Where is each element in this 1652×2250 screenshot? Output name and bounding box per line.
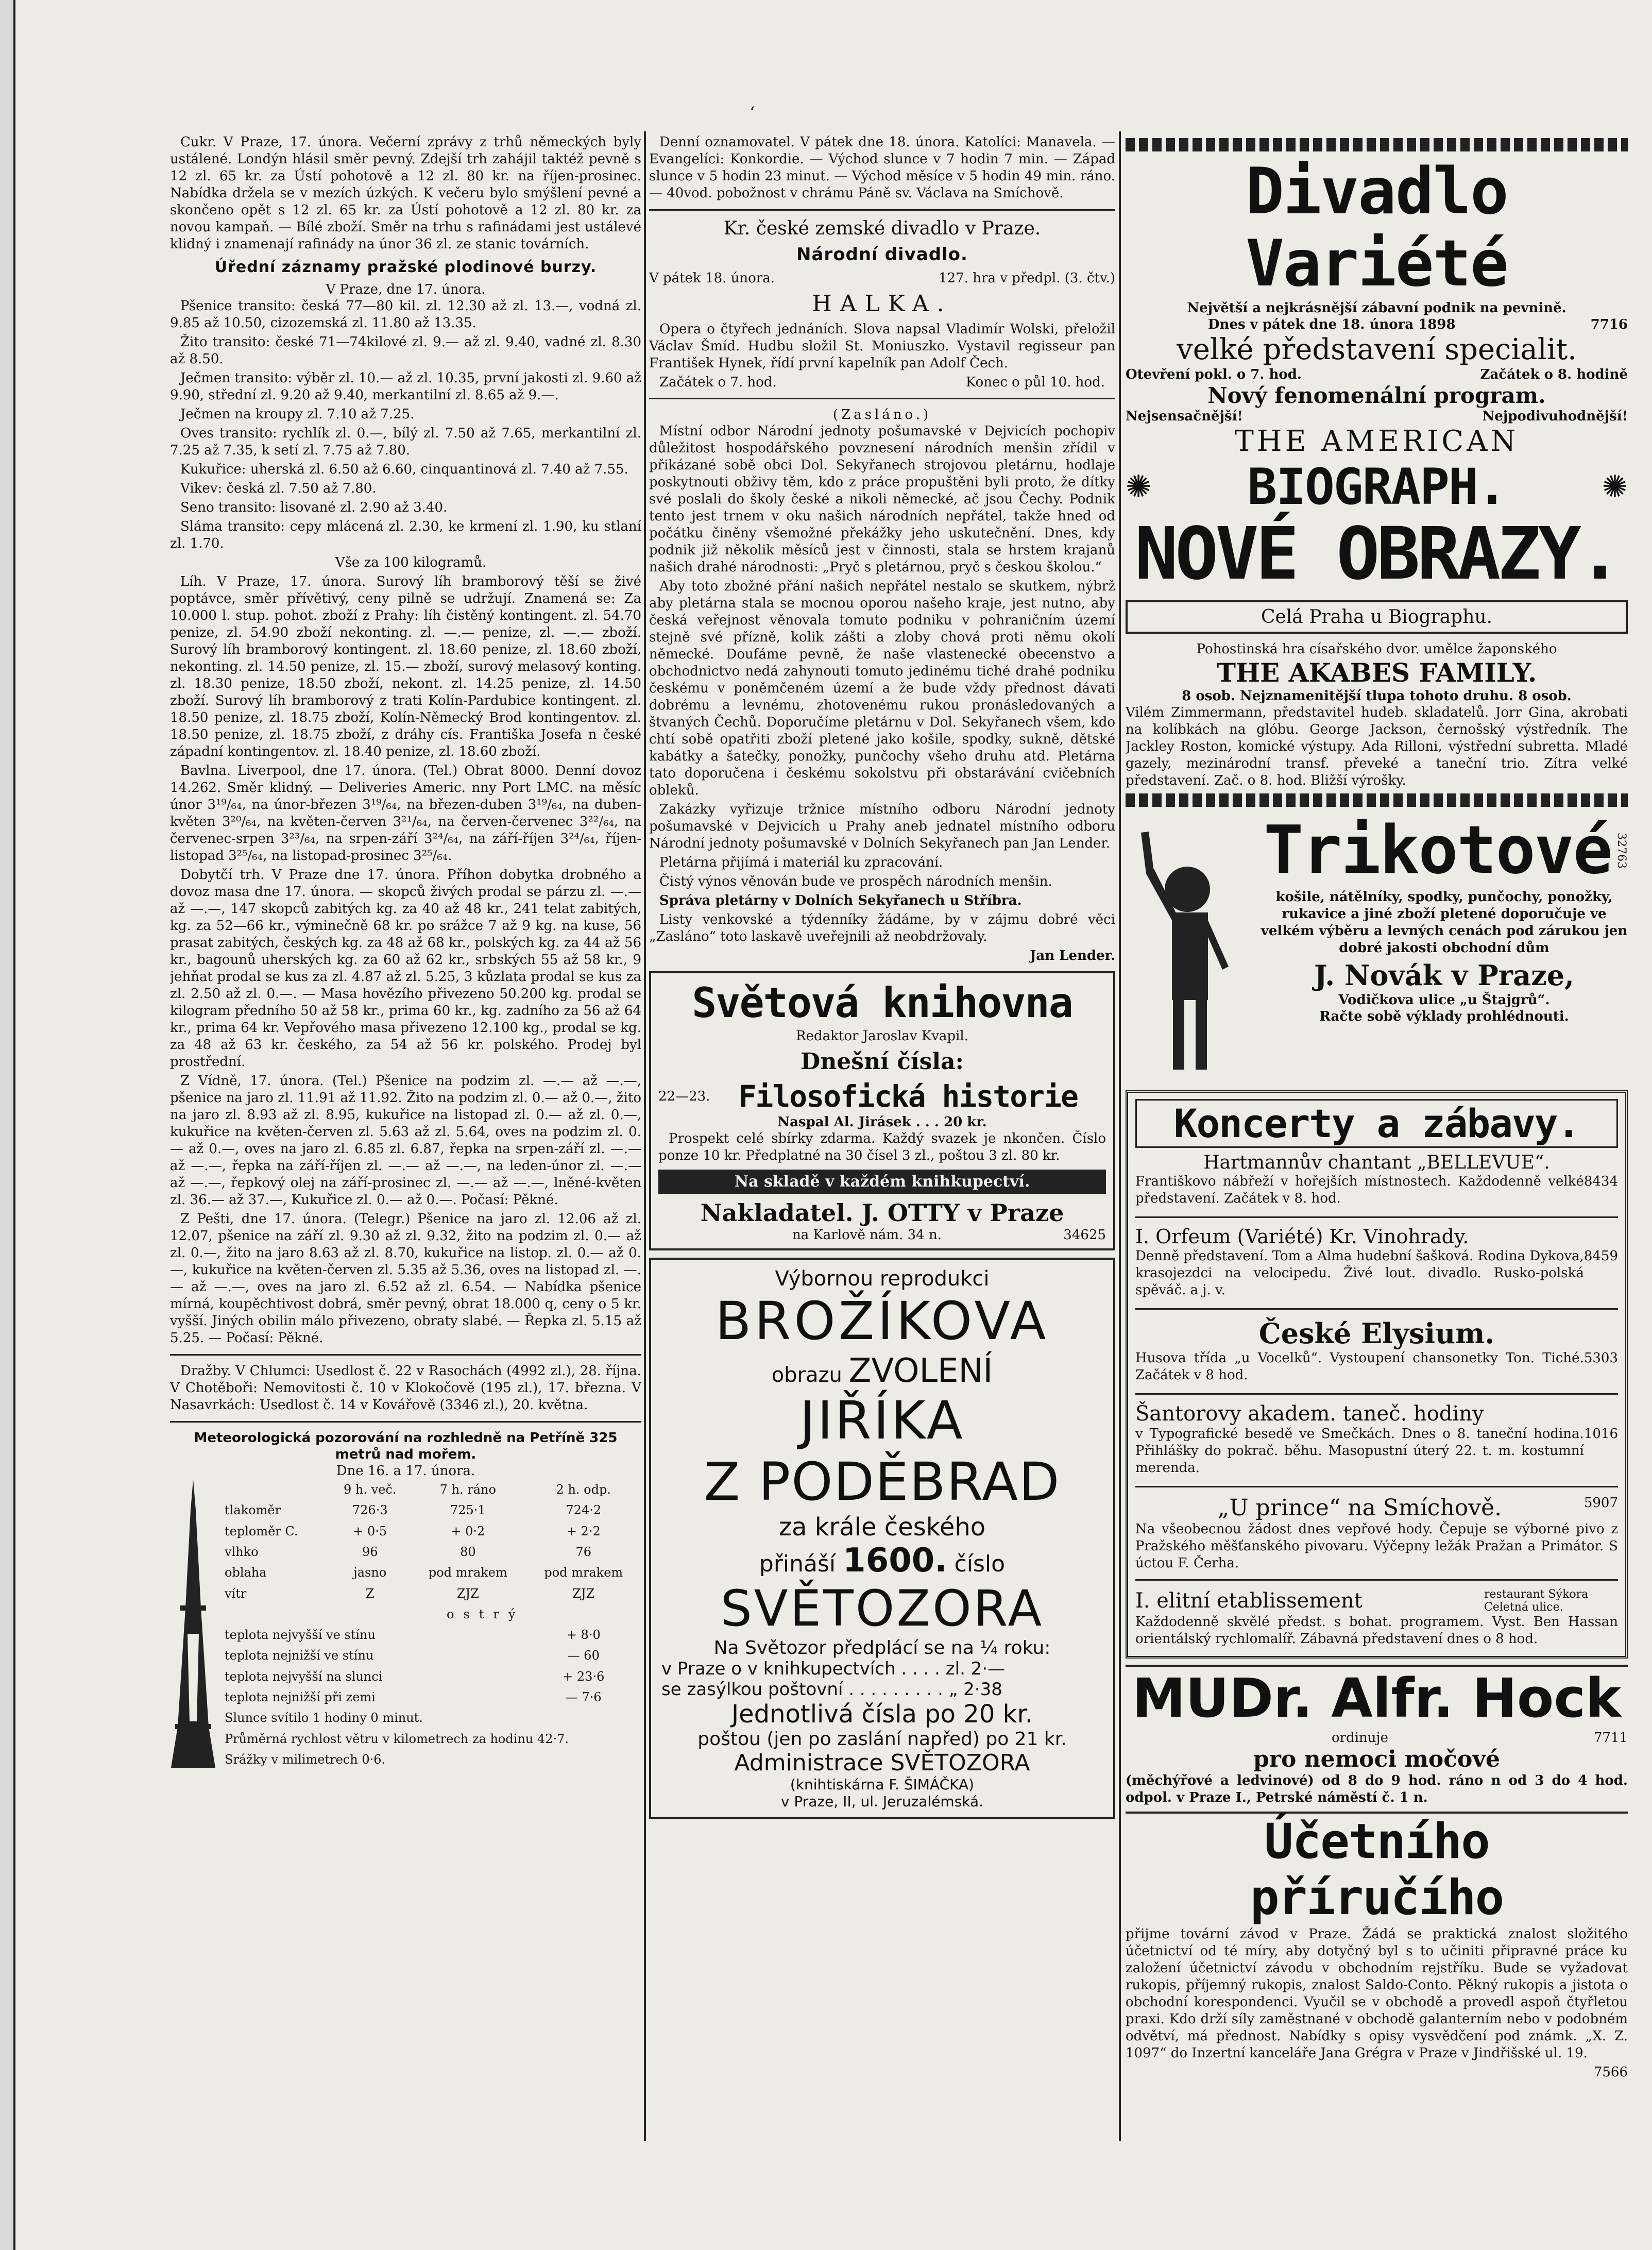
koncerty-prince-text: Na všeobecnou žádost dnes vepřové hody. Čepuje se výborné pivo z Pražského měšťanského pivovaru. Výčepny ležák Pražan a Primátor. S úctou F. Čerha. bbox=[1135, 1521, 1618, 1571]
zaznamy-item: Žito transito: české 71—74kilové zl. 9.— až zl. 9.40, vadné zl. 8.30 až 8.50. bbox=[170, 334, 641, 367]
zaslano-title: (Zasláno.) bbox=[832, 407, 932, 422]
koncerty-orfeum-no: 8459 bbox=[1583, 1248, 1618, 1264]
zaslano-paragraph: Správa pletárny v Dolních Sekyřanech u Stříbra. bbox=[659, 893, 1022, 908]
knihovna-address: na Karlově nám. 34 n. bbox=[792, 1227, 942, 1243]
svetozor-line: (knihtiskárna F. ŠIMÁČKA) bbox=[790, 1776, 975, 1793]
knihovna-dnesni: Dnešní čísla: bbox=[801, 1048, 964, 1075]
column-theatre-and-ads bbox=[649, 134, 1115, 2143]
variete-cela: Celá Praha u Biographu. bbox=[1126, 600, 1628, 634]
variete-sub: Největší a nejkrásnější zábavní podnik na pevnině. bbox=[1187, 300, 1566, 316]
trikotove-title: Trikotové bbox=[1264, 812, 1612, 889]
variete-date: Dnes v pátek dne 18. února 1898 bbox=[1208, 317, 1456, 332]
variete-ad bbox=[1126, 138, 1628, 807]
narodni-title: Národní divadlo. bbox=[796, 244, 968, 265]
koncerty-orfeum: I. Orfeum (Variété) Kr. Vinohrady. bbox=[1135, 1225, 1469, 1248]
met-cell: ZJZ bbox=[456, 1586, 479, 1601]
ucetni-ad bbox=[1126, 1812, 1628, 2080]
hock-text: (měchýřové a ledvinové) od 8 do 9 hod. ráno n od 3 do 4 hod. odpol. v Praze I., Petrské náměstí č. 1 n. bbox=[1126, 1773, 1628, 1805]
bavlna-report: Bavlna. Liverpool, dne 17. února. (Tel.) Obrat 8000. Denní dovoz 14.262. Směr klidný. — Deliveries Americ. nny Port LMC. na měsíc únor 3¹⁹/₆₄, na únor-březen 3¹⁹/₆₄, na březen-duben 3¹⁹/₆₄, na duben-květen 3²⁰/₆₄, na květen-červen 3²¹/₆₄, na červen-červenec 3²²/₆₄, na červenec-srpen 3²³/₆₄, na srpen-září 3²⁴/₆₄, na září-říjen 3²⁴/₆₄, říjen-listopad 3²⁵/₆₄, na listopad-prosinec 3²⁵/₆₄. bbox=[170, 763, 641, 864]
variete-program-list: Vilém Zimmermann, představitel hudeb. skladatelů. Jorr Gina, akrobati na kolíbkách na glóbu. George Jackson, černošský výstředník. The Jackley Roston, komické výstupy. Ada Rilloni, výstřední subretta. Mladé gazely, mezinárodní transf. převeké a taneční trio. Zítra velké představení. Zač. o 8. hod. Bližší výrošky. bbox=[1126, 705, 1628, 788]
met-cell: pod mrakem bbox=[428, 1565, 507, 1580]
performance-number: 127. hra v předpl. (3. čtv.) bbox=[939, 270, 1115, 286]
svetozor-line: Výbornou reprodukci bbox=[775, 1267, 990, 1291]
met-cell: Z bbox=[365, 1586, 374, 1601]
met-label: tlakoměr bbox=[225, 1503, 281, 1518]
denni-oznamovatel: Denní oznamovatel. V pátek dne 18. února. Katolíci: Manavela. — Evangelíci: Konkordie. — Východ slunce v 7 hodin 7 min. — Západ slunce v 5 hodin 23 minut. — Východ měsíce v 5 hodin 49 min. ráno. — 40vod. pobožnost v chrámu Páně sv. Václava na Smíchově. bbox=[649, 134, 1115, 201]
knihovna-sklad: Na skladě v každém knihkupectví. bbox=[658, 1170, 1106, 1194]
knihovna-redaktor: Redaktor Jaroslav Kvapil. bbox=[796, 1028, 968, 1044]
zaslano-paragraph: Čistý výnos věnován bude ve prospěch národních menšin. bbox=[659, 874, 1052, 889]
zaslano-signature: Jan Lender. bbox=[1030, 948, 1115, 963]
star-icon: ✺ bbox=[1602, 469, 1628, 505]
met-cell: + 0·2 bbox=[451, 1524, 485, 1538]
koncerty-elitni: I. elitní etablissement bbox=[1135, 1589, 1363, 1613]
variete-sens: Nejsensačnější! bbox=[1126, 409, 1243, 424]
drazby-report: Dražby. V Chlumci: Usedlost č. 22 v Rasochách (4992 zl.), 28. října. V Chotěboři: Nemovitosti č. 10 v Klokočově (195 zl.), 17. března. V Nasavrkách: Usedlost č. 14 v Kovářově (3346 zl.), 20. května. bbox=[170, 1363, 641, 1413]
column-entertainment-ads bbox=[1126, 134, 1628, 2143]
performance-day: V pátek 18. února. bbox=[649, 270, 775, 286]
met-cell: — 7·6 bbox=[565, 1689, 602, 1704]
koncerty-santor: Šantorovy akadem. taneč. hodiny bbox=[1135, 1402, 1484, 1426]
cukr-report: Cukr. V Praze, 17. února. Večerní zprávy z trhů německých byly ustálené. Londýn hlásil směr pevný. Zdejší trh zahájil taktéž pevně s 12 zl. 65 kr. za Ústí pohotově a 12 zl. 80 kr. na říjen-prosinec. Nabídka držela se v mezích úzkých. K večeru bylo smýšlení pevné a skončeno opět s 12 zl. 65 kr. za Ústí pohotově a 12 zl. 80 kr. za novou kampaň. — Bílé zboží. Směr na trhu s rafinádami jest ustálevé klidný i znamenají rafinády na únor 36 zl. ze stanic továrních. bbox=[170, 134, 641, 252]
met-label: teplota nejvyšší na slunci bbox=[225, 1669, 383, 1684]
hock-ordinuje: ordinuje bbox=[1332, 1730, 1388, 1746]
pest-report: Z Pešti, dne 17. února. (Telegr.) Pšenice na jaro zl. 12.06 až zl. 12.07, pšenice na září zl. 9.30 až zl. 9.32, žito na podzim zl. 0.— až zl. 0.—, žito na jaro 8.63 až zl. 8.70, kukuřice na listop. zl. 0.— až 0.—, kukuřice na květen-červen zl. 5.35 až 5.36, oves na listopad zl. —.— až —.—, oves na jaro zl. 6.52 až zl. 6.54. — Nabídka pšenice mírná, koupěchtivost dobrá, směr pevný, obrat 18.000 q, ceny o 5 kr. vyšší. Jiných obilin málo přivezeno, obraty slabé. — Řepka zl. 5.15 až 5.25. — Počasí: Pěkné. bbox=[170, 1211, 641, 1346]
koncerty-elitni-text: Každodenně skvělé předst. s bohat. programem. Vyst. Ben Hassan orientálský rychlomalíř. Zábavná představení dnes o 8 hod. bbox=[1135, 1614, 1618, 1647]
svetozor-line: v Praze o v knihkupectvích . . . . zl. 2·— bbox=[661, 1659, 1006, 1679]
koncerty-orfeum-text: Denně představení. Tom a Alma hudební šašková. Rodina Dykova, krasojezdci na velocipedu. Živé lout. divadlo. Rusko-polská spěváč. a j. v. bbox=[1135, 1248, 1584, 1298]
divider bbox=[1135, 1486, 1618, 1487]
divadlo-title: Kr. české zemské divadlo v Praze. bbox=[723, 218, 1041, 239]
divider bbox=[649, 398, 1115, 399]
zaslano-paragraph: Zakázky vyřizuje tržnice místního odboru Národní jednoty pošumavské v Dejvicích u Prahy aneb jednatel místního odboru Národní jednoty pošumavské v Dolních Sekyřanech pan Jan Lender. bbox=[649, 802, 1115, 851]
zaslano-paragraph: Aby toto zbožné přání našich nepřátel nestalo se skutkem, nýbrž aby pletárna stala se mocnou oporou našeho kraje, jest nutno, aby česká veřejnost věnovala tomuto podniku v pohraničním území stejně své přízně, kolik zášti a zloby chová proti němu okolí německé. Doufáme pevně, že naše vlastenecké obecenstvo a obchodnictvo nedá zahynouti tomuto jedinému tiché drahé podniku českému v poněmčeném území a že bude vždy přednost dávati dobrému a levnému, zhotovenému rukou pronásledovaných a štvaných Čechů. Doporučíme pletárnu v Dol. Sekyřanech všem, kdo chtí sobě opatřiti zboží pletené jako košile, spodky, sukně, dětské kabátky a šatečky, ponožky, punčochy všeho druhu atd. Pletárna tato doporučena i českému sokolstvu při obstarávání cvičebních obleků. bbox=[649, 579, 1115, 798]
zaslano-paragraph: Listy venkovské a týdenníky žádáme, by v zájmu dobré věci „Zasláno“ toto laskavě uveřejnili až neobdržovaly. bbox=[649, 912, 1115, 944]
lih-report: Líh. V Praze, 17. února. Surový líh bramborový těší se živé poptávce, směr přívětivý, ceny pilně se udržují. Znamená se: Za 10.000 l. stup. pohot. zboží z Prahy: líh čistěný kontingent. zl. 54.70 penize, zl. 54.90 zboží nekonting. zl. —.— penize, zl. —.— zboží. Surový líh bramborový kontingent. zl. 18.60 penize, zl. 18.60 zboží, nekonting. zl. 14.50 penize, zl. 15.— zboží, surový melasový konting. zl. 18.30 penize, 18.50 zboží, nekont. zl. 14.25 penize, zl. 14.50 zboží. Surový líh bramborový z trati Kolín-Pardubice kontingent. zl. 18.50 penize, zl. 18.75 zboží, Kolín-Německý Brod kontingentov. zl. 18.50 penize, zl. 18.75 zboží, z dráhy cís. Františka Josefa n české západní kontingentov. zl. 18.40 penize, zl. 18.60 zboží. bbox=[170, 574, 641, 759]
column-market-reports bbox=[170, 134, 641, 2143]
trikotove-number: 32763 bbox=[1615, 832, 1628, 869]
met-label bbox=[222, 1604, 330, 1625]
viden-report: Z Vídně, 17. února. (Tel.) Pšenice na podzim zl. —.— až —.—, pšenice na jaro zl. 11.91 až 11.92. Žito na podzim zl. 0.— až 0.—, žito na jaro zl. 8.93 až zl. 8.95, kukuřice na listopad zl. 0.— až zl. 0.—, kukuřice na květen-červen zl. 5.63 až zl. 5.64, oves na podzim zl. 0.— až 0.—, oves na jaro zl. 6.85 zl. 6.87, řepka na srpen-září zl. —.— až —.—, řepka na září-říjen zl. —.— až —.—, na leden-únor zl. —.— až —.—, řepkový olej na září-prosinec zl. —.— až —.—, lněné-květen zl. 36.— až 37.—, Kukuřice zl. 0.— až 0.—. Počasí: Pěkné. bbox=[170, 1073, 641, 1208]
met-label: vlhko bbox=[225, 1544, 259, 1559]
zaznamy-date: V Praze, dne 17. února. bbox=[326, 282, 486, 297]
variete-velke: velké představení specialit. bbox=[1177, 333, 1577, 366]
figure-icon bbox=[1126, 812, 1254, 1082]
trikotove-racte: Račte sobě výklady prohlédnouti. bbox=[1319, 1009, 1569, 1024]
page-mark: ʻ bbox=[750, 103, 755, 123]
met-cell: — 60 bbox=[567, 1648, 600, 1663]
ucetni-text: přijme tovární závod v Praze. Žádá se praktická znalost složitého účetnictví od té míry, aby dotyčný byl s to učiniti připravné práce ku založení účetnictví závodu v obchodním rejstříku. Bude se vyžadovat rukopis, příjemný rukopis, znalost Saldo-Conto. Pěkný rukopis a jistota o obchodní korespondenci. Vyučil se v obchodě a provedl aspoň čtyřletou praxi. Kdo drží síly zaměstnané v obchodě galanterním nebo v podobném odvětví, má přednost. Nabídky s opisy vysvědčení pod známk. „X. Z. 1097“ do Inzertní kanceláře Jana Grégra v Praze v Jindřišské ul. 19. bbox=[1126, 1926, 1628, 2061]
trikotove-address: Vodičkova ulice „u Štajgrů“. bbox=[1338, 992, 1550, 1008]
svetozor-line: ZVOLENÍ bbox=[848, 1352, 993, 1390]
met-cell: 80 bbox=[460, 1544, 476, 1559]
divider bbox=[170, 1421, 641, 1423]
zaznamy-item: Oves transito: rychlík zl. 0.—, bílý zl. 7.50 až 7.65, merkantilní zl. 7.25 až 7.35, k setí zl. 7.75 až 7.80. bbox=[170, 426, 641, 458]
svetozor-title: SVĚTOZORA bbox=[720, 1580, 1044, 1637]
ornament bbox=[1126, 138, 1628, 151]
column-rule bbox=[644, 131, 646, 2141]
ornament bbox=[1126, 793, 1628, 807]
divider bbox=[1135, 1308, 1618, 1310]
zaznamy-item: Kukuřice: uherská zl. 6.50 až 6.60, cinquantinová zl. 7.40 až 7.55. bbox=[180, 462, 628, 477]
trikotove-novak: J. Novák v Praze, bbox=[1314, 959, 1574, 992]
met-cell: + 0·5 bbox=[353, 1524, 387, 1538]
met-head-cell: 2 h. odp. bbox=[556, 1482, 611, 1497]
zaznamy-item: Pšenice transito: česká 77—80 kil. zl. 12.30 až zl. 13.—, vodná zl. 9.85 až 10.50, cizozemská zl. 11.80 až 13.35. bbox=[170, 298, 641, 331]
koncerty-frant: Františkovo nábřeží v hořejších místnostech. Každodenně velké představení. Začátek v 8. hod. bbox=[1135, 1174, 1584, 1206]
met-title: Meteorologická pozorování na rozhledně na Petříně 325 metrů nad mořem. bbox=[194, 1430, 618, 1462]
divider bbox=[1135, 1393, 1618, 1395]
svetozor-brozik: BROŽÍKOVA bbox=[715, 1291, 1049, 1352]
koncerty-elysium: České Elysium. bbox=[1258, 1317, 1495, 1350]
hock-name: MUDr. Alfr. Hock bbox=[1132, 1667, 1622, 1730]
petrin-tower-icon bbox=[170, 1479, 216, 1770]
opera-description: Opera o čtyřech jednáních. Slova napsal Vladimír Wolski, přeložil Václav Šmíd. Hudbu složil St. Moniuszko. Vystavil regisseur pan František Hynek, řídí první kapelník pan Adolf Čech. bbox=[649, 322, 1115, 371]
divider bbox=[649, 209, 1115, 211]
met-cell: ostrý bbox=[446, 1606, 525, 1621]
svetozor-podebrad: Z PODĚBRAD bbox=[704, 1451, 1061, 1513]
variete-nove: NOVÉ OBRAZY. bbox=[1134, 512, 1619, 596]
variete-otevreni: Otevření pokl. o 7. hod. bbox=[1126, 367, 1302, 382]
zaznamy-title: Úřední záznamy pražské plodinové burzy. bbox=[214, 258, 597, 276]
zaznamy-item: Sláma transito: cepy mlácená zl. 2.30, ke krmení zl. 1.90, ku stlaní zl. 1.70. bbox=[170, 519, 641, 551]
opera-end: Konec o půl 10. hod. bbox=[965, 375, 1105, 390]
opera-title: HALKA. bbox=[812, 291, 952, 317]
variete-number: 7716 bbox=[1590, 317, 1628, 332]
met-head-cell bbox=[222, 1479, 330, 1500]
knihovna-number: 34625 bbox=[1063, 1227, 1106, 1243]
met-cell: + 8·0 bbox=[566, 1628, 601, 1643]
met-cell: 724·2 bbox=[566, 1503, 602, 1518]
svetozor-line: přináší bbox=[759, 1551, 836, 1577]
hock-number: 7711 bbox=[1593, 1730, 1628, 1746]
koncerty-elitni-restaurant: restaurant Sýkora Celetná ulice. bbox=[1484, 1588, 1589, 1614]
svetova-knihovna-ad bbox=[649, 971, 1115, 1250]
koncerty-elysium-no: 5303 bbox=[1583, 1350, 1618, 1366]
trikotove-items: košile, nátělníky, spodky, punčochy, ponožky, rukavice a jiné zboží pletené doporučuje ve velkém výběru a levných cenách pod zárukou jen dobré jakosti obchodní dům bbox=[1261, 889, 1628, 956]
variete-akabes: THE AKABES FAMILY. bbox=[1216, 657, 1537, 688]
koncerty-prince: „U prince“ na Smíchově. bbox=[1217, 1495, 1502, 1521]
knihovna-naspal: Naspal Al. Jirásek . . . 20 kr. bbox=[777, 1114, 987, 1130]
svetozor-line: Administrace SVĚTOZORA bbox=[734, 1750, 1030, 1776]
variete-program: Nový fenomenální program. bbox=[1207, 383, 1546, 408]
zaslano-paragraph: Pletárna přijímá i materiál ku zpracování. bbox=[659, 855, 943, 870]
knihovna-nums: 22—23. bbox=[658, 1089, 710, 1104]
met-cell: 76 bbox=[575, 1544, 592, 1559]
variete-pod: Nejpodivuhodnější! bbox=[1482, 409, 1628, 424]
koncerty-elysium-text: Husova třída „u Vocelků“. Vystoupení chansonetky Ton. Tiché. Začátek v 8 hod. bbox=[1135, 1350, 1584, 1383]
zaznamy-item: Vše za 100 kilogramů. bbox=[335, 555, 487, 570]
met-date: Dne 16. a 17. února. bbox=[336, 1463, 475, 1479]
met-label: Srážky v milimetrech 0·6. bbox=[225, 1752, 386, 1767]
ucetni-number: 7566 bbox=[1593, 2065, 1628, 2080]
zaznamy-item: Ječmen transito: výběr zl. 10.— až zl. 10.35, první jakosti zl. 9.60 až 9.90, střední zl. 9.20 až 9.40, merkantilní zl. 8.65 až 9.—. bbox=[170, 370, 641, 403]
svetozor-line: Na Světozor předplácí se na ¼ roku: bbox=[713, 1637, 1051, 1659]
divider bbox=[170, 1354, 641, 1356]
zaznamy-item: Ječmen na kroupy zl. 7.10 až 7.25. bbox=[180, 407, 415, 422]
koncerty-prince-no: 5907 bbox=[1583, 1495, 1618, 1511]
svetozor-line: číslo bbox=[954, 1551, 1006, 1577]
met-head-cell: 9 h. več. bbox=[344, 1482, 397, 1497]
met-cell: 96 bbox=[362, 1544, 378, 1559]
svetozor-line: Jednotlivá čísla po 20 kr. bbox=[731, 1700, 1033, 1729]
svetozor-line: poštou (jen po zaslání napřed) po 21 kr. bbox=[697, 1729, 1067, 1750]
met-label: Průměrná rychlost větru v kilometrech za hodinu 42·7. bbox=[225, 1731, 569, 1746]
koncerty-santor-text: v Typografické besedě ve Smečkách. Dnes o 8. taneční hodina. Přihlášky do pokrač. běhu. Masopustní úterý 22. t. m. kostumní merenda. bbox=[1135, 1426, 1584, 1476]
divider bbox=[1135, 1216, 1618, 1218]
met-cell: jasno bbox=[353, 1565, 387, 1580]
met-label: teploměr C. bbox=[225, 1524, 298, 1538]
koncerty-title: Koncerty a zábavy. bbox=[1135, 1099, 1618, 1148]
met-cell: + 23·6 bbox=[563, 1669, 605, 1684]
knihovna-title: Světová knihovna bbox=[692, 979, 1072, 1027]
met-label: teplota nejvyšší ve stínu bbox=[225, 1628, 376, 1643]
hock-pro: pro nemoci močové bbox=[1253, 1746, 1500, 1772]
met-cell: ZJZ bbox=[572, 1586, 595, 1601]
column-rule bbox=[1119, 131, 1121, 2141]
knihovna-prospekt: Prospekt celé sbírky zdarma. Každý svazek je nkončen. Číslo ponze 10 kr. Předplatné na 30 čísel 3 zl., poštou 3 zl. 80 kr. bbox=[658, 1131, 1106, 1163]
opera-start: Začátek o 7. hod. bbox=[659, 375, 777, 390]
svetozor-line: se zasýlkou poštovní . . . . . . . . . „ 2·38 bbox=[661, 1679, 1002, 1700]
svetozor-line: 1600. bbox=[843, 1542, 947, 1580]
svetozor-jirika: JIŘÍKA bbox=[799, 1390, 965, 1451]
hock-ad bbox=[1126, 1665, 1628, 1806]
met-cell: + 2·2 bbox=[566, 1524, 601, 1538]
knihovna-nakladatel: Nakladatel. J. OTTY v Praze bbox=[700, 1199, 1064, 1227]
variete-osob: 8 osob. Nejznamenitější tlupa tohoto druhu. 8 osob. bbox=[1182, 688, 1572, 704]
met-label: Slunce svítilo 1 hodiny 0 minut. bbox=[225, 1711, 423, 1725]
met-cell: 726·3 bbox=[352, 1503, 388, 1518]
zaslano-paragraph: Místní odbor Národní jednoty pošumavské v Dejvicích pochopiv důležitost hospodářského povznesení národních menšin zřídil v přikázané sobě obci Dol. Sekyřanech strojovou pletárnu, hodlaje poskytnouti obživy těm, kdo z práce propuštěni byli proto, že dítky své poslali do školy české a nikoli německé, ač jsou Čechy. Podnik tento jest trnem v oku našich národních nepřátel, takže hned od počátku činěny všemožné překážky jeho uskutečnění. Dnes, kdy podnik již několik měsíců jest v činnosti, stala se hrstem krajanů našich drahé národnosti: „Pryč s pletárnou, pryč s českou školou.“ bbox=[649, 424, 1115, 575]
koncerty-frant-no: 8434 bbox=[1583, 1174, 1618, 1189]
met-label: oblaha bbox=[225, 1565, 267, 1580]
met-label: teplota nejnižší ve stínu bbox=[225, 1648, 374, 1663]
met-table bbox=[222, 1479, 641, 1770]
knihovna-filos: Filosofická historie bbox=[738, 1079, 1078, 1114]
svetozor-line: v Praze, II, ul. Jeruzalémská. bbox=[780, 1793, 984, 1810]
met-label: teplota nejnižší při zemi bbox=[225, 1689, 376, 1704]
variete-american: THE AMERICAN bbox=[1234, 425, 1519, 458]
variete-pohost: Pohostinská hra císařského dvor. umělce žaponského bbox=[1196, 641, 1557, 657]
zaznamy-item: Vikev: česká zl. 7.50 až 7.80. bbox=[180, 481, 377, 496]
variete-biograph: BIOGRAPH. bbox=[1247, 458, 1506, 516]
koncerty-hartmann: Hartmannův chantant „BELLEVUE“. bbox=[1203, 1152, 1550, 1173]
met-cell: pod mrakem bbox=[544, 1565, 623, 1580]
variete-title: Divadlo Variété bbox=[1246, 155, 1508, 301]
ucetni-title: Účetního příručího bbox=[1250, 1814, 1504, 1926]
divider bbox=[1135, 1579, 1618, 1581]
met-label: vítr bbox=[225, 1586, 247, 1601]
svetozor-ad bbox=[649, 1258, 1115, 1819]
zaznamy-item: Seno transito: lisované zl. 2.90 až 3.40. bbox=[180, 500, 448, 515]
met-head-cell: 7 h. ráno bbox=[439, 1482, 496, 1497]
dobytek-report: Dobytčí trh. V Praze dne 17. února. Příhon dobytka drobného a dovoz masa dne 17. února. — skopců živých prodal se párzu zl. —.— až —.—, 147 skopců zabitých kg. za 40 až 48 kr., 241 telat zabitých, kg. za 52—66 kr., výminečně 68 kr. po srážce 7 až 9 kg. na kuse, 56 prasat zabitých, českých kg. za 48 až 68 kr., polských kg. za 44 až 56 kr., bagounů uherských kg. za 60 až 62 kr., srbských 55 až 58 kr., 9 jehňat prodal se kus za zl. 4.87 až zl. 5.25, 3 kůzlata prodal se kus za zl. 2.50 až zl. 0.—. — Masa hovězího přivezeno 50.200 kg. prodal se kilogram předního 50 až 58 kr., prima 60 kr., kg. zadního za 56 až 64 kr., prima 64 kr. Vepřového masa přivezeno 12.100 kg., prodal se kg. za 48 až 63 kr. českého, za 54 až 56 kr. polského. Prodej byl prostřední. bbox=[170, 867, 641, 1070]
star-icon: ✺ bbox=[1126, 469, 1152, 505]
koncerty-ad bbox=[1126, 1090, 1628, 1659]
met-cell: 725·1 bbox=[450, 1503, 486, 1518]
svetozor-line: za krále českého bbox=[778, 1513, 986, 1542]
trikotove-ad bbox=[1126, 812, 1628, 1082]
page-edge bbox=[0, 0, 15, 2250]
variete-zacatek: Začátek o 8. hodině bbox=[1480, 367, 1628, 382]
svetozor-line: obrazu bbox=[771, 1363, 842, 1387]
koncerty-santor-no: 1016 bbox=[1583, 1426, 1618, 1442]
